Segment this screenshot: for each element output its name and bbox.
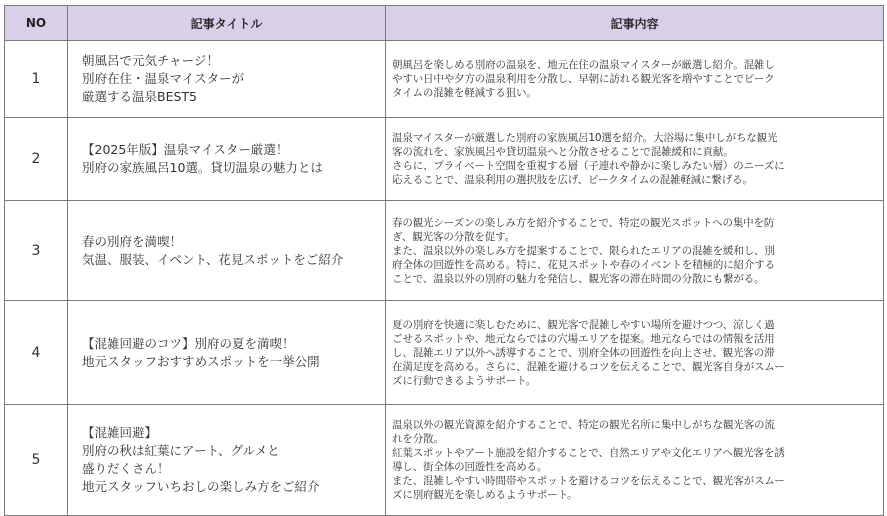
- table-row: [5, 405, 884, 516]
- content-line: ズに別府観光を楽しめるようサポート。: [392, 489, 578, 501]
- content-line: また、温泉以外の楽しみ方を提案することで、限られたエリアの混雑を緩和し、別: [392, 244, 775, 257]
- title-line: 別府の秋は紅葉にアート、グルメと: [82, 443, 280, 458]
- article-content: [386, 405, 884, 516]
- content-line: 朝風呂を楽しめる別府の温泉を、地元在住の温泉マイスターが厳選し紹介。混雑し: [392, 59, 775, 71]
- row-number: 5: [5, 405, 68, 516]
- content-line: ズに行動できるようサポート。: [392, 374, 536, 387]
- header-no: NO: [5, 6, 68, 41]
- row-number: 2: [5, 118, 68, 201]
- content-line: 春の観光シーズンの楽しみ方を紹介することで、特定の観光スポットへの集中を防: [392, 216, 775, 229]
- content-line: やすい日中や夕方の温泉利用を分散し、早朝に訪れる観光客を増やすことでピーク: [392, 73, 775, 85]
- article-title: [68, 201, 386, 301]
- article-title: [68, 118, 386, 201]
- title-line: 朝風呂で元気チャージ！: [82, 53, 219, 68]
- title-line: 地元スタッフおすすめスポットを一挙公開: [82, 353, 320, 369]
- title-line: 盛りだくさん！: [82, 461, 170, 476]
- content-line: 応えることで、温泉利用の選択肢を広げ、ピークタイムの混雑軽減に繋げる。: [392, 174, 753, 186]
- content-line: ごせるスポットや、地元ならではの穴場エリアを提案。地元ならではの情報を活用: [392, 332, 775, 345]
- content-line: さらに、プライベート空間を重視する層（子連れや静かに楽しみたい層）のニーズに: [392, 160, 785, 172]
- content-line: 温泉マイスターが厳選した別府の家族風呂10選を紹介。大浴場に集中しがちな観光: [392, 132, 778, 144]
- article-content: [386, 301, 884, 405]
- article-table-container: [4, 5, 883, 516]
- content-line: 在満足度を高める。さらに、混雑を避けるコツを伝えることで、観光客自身がスムー: [392, 360, 785, 373]
- content-line: 夏の別府を快適に楽しむために、観光客で混雑しやすい場所を避けつつ、涼しく過: [392, 318, 775, 331]
- header-content: 記事内容: [386, 6, 884, 41]
- title-line: 別府の家族風呂10選。貸切温泉の魅力とは: [82, 160, 323, 175]
- table-row: [5, 118, 884, 201]
- content-line: 導し、街全体の回遊性を高める。: [392, 461, 548, 473]
- article-content: [386, 41, 884, 118]
- table-header: [5, 6, 884, 41]
- title-line: 【混雑回避のコツ】別府の夏を満喫！: [82, 335, 295, 351]
- content-line: タイムの混雑を軽減する狙い。: [392, 87, 537, 99]
- row-number: 1: [5, 41, 68, 118]
- table-row: [5, 201, 884, 301]
- title-line: 春の別府を満喫！: [82, 233, 183, 249]
- article-title: [68, 41, 386, 118]
- content-line: 紅葉スポットやアート施設を紹介することで、自然エリアや文化エリアへ観光客を誘: [392, 447, 785, 459]
- content-line: 客の流れを、家族風呂や貸切温泉へと分散させることで混雑緩和に貢献。: [392, 146, 734, 158]
- row-number: 4: [5, 301, 68, 405]
- table-row: [5, 301, 884, 405]
- title-line: 別府在住・温泉マイスターが: [82, 71, 245, 86]
- content-line: し、混雑エリア以外へ誘導することで、別府全体の回遊性を向上させ、観光客の滞: [392, 346, 775, 359]
- article-title: [68, 405, 386, 516]
- content-line: ぎ、観光客の分散を促す。: [392, 230, 515, 243]
- article-title: [68, 301, 386, 405]
- content-line: れを分散。: [392, 433, 444, 445]
- table-row: [5, 41, 884, 118]
- article-table: [4, 5, 884, 516]
- row-number: 3: [5, 201, 68, 301]
- article-content: [386, 201, 884, 301]
- content-line: 温泉以外の観光資源を紹介することで、特定の観光名所に集中しがちな観光客の流: [392, 419, 775, 431]
- title-line: 【2025年版】温泉マイスター厳選！: [82, 142, 289, 157]
- content-line: 府全体の回遊性を高める。特に、花見スポットや春のイベントを積極的に紹介する: [392, 258, 775, 271]
- title-line: 【混雑回避】: [82, 425, 158, 440]
- title-line: 気温、服装、イベント、花見スポットをご紹介: [82, 251, 344, 267]
- title-line: 厳選する温泉BEST5: [82, 89, 197, 104]
- title-line: 地元スタッフいちおしの楽しみ方をご紹介: [82, 479, 320, 494]
- article-content: [386, 118, 884, 201]
- content-line: ことで、温泉以外の別府の魅力を発信し、観光客の滞在時間の分散にも繋がる。: [392, 272, 765, 285]
- header-row: [5, 6, 884, 41]
- content-line: また、混雑しやすい時間帯やスポットを避けるコツを伝えることで、観光客がスムー: [392, 475, 785, 487]
- header-title: 記事タイトル: [68, 6, 386, 41]
- table-body: [5, 41, 884, 516]
